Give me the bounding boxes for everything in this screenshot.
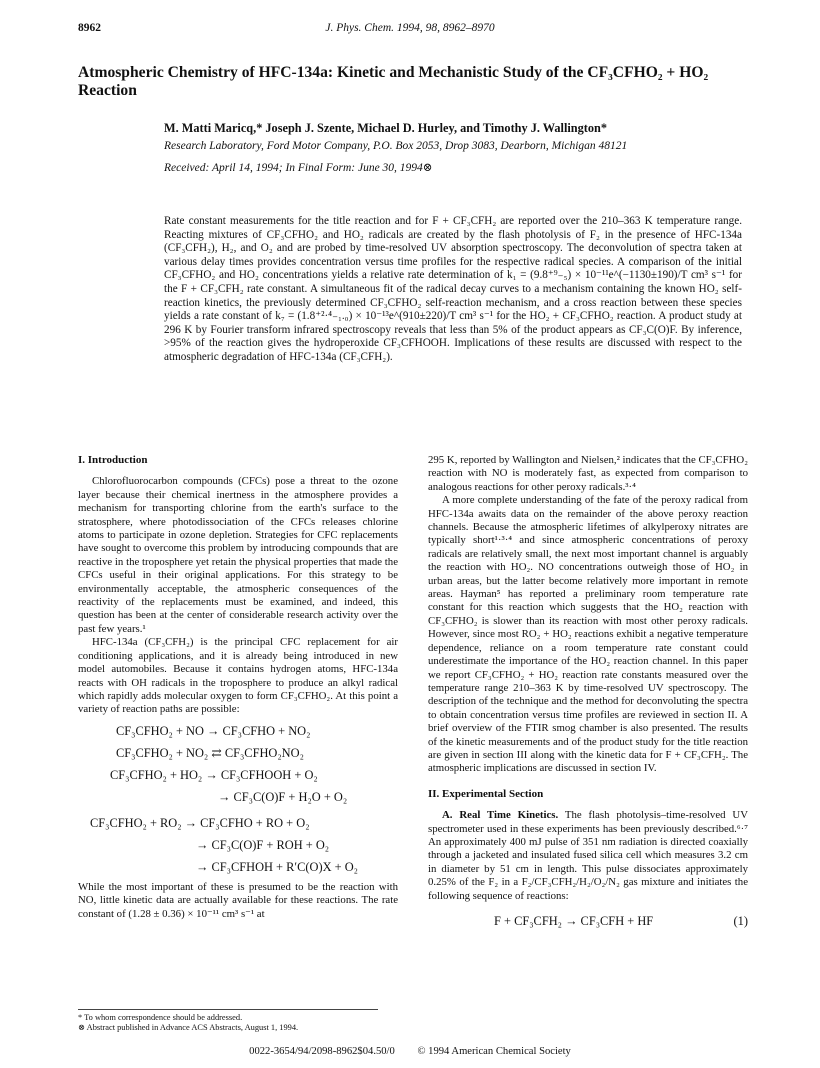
article-title: Atmospheric Chemistry of HFC-134a: Kinetic and Mechanistic Study of the CF₃CFHO₂ + HO₂ Reaction xyxy=(78,64,709,99)
footnote: ⊗ Abstract published in Advance ACS Abstracts, August 1, 1994. xyxy=(78,1023,299,1032)
article-code: 0022-3654/94/2098-8962$04.50/0 xyxy=(249,1046,395,1057)
paragraph: 295 K, reported by Wallington and Nielsen,² indicates that the CF₃CFHO₂ reaction with NO is moderately fast, as expected from comparison to analogous reactions for other peroxy radicals.³·⁴ xyxy=(428,454,748,493)
left-column xyxy=(78,454,398,921)
subsection-lead: A. Real Time Kinetics. xyxy=(442,809,559,822)
equation: CF₃CFHO₂ + NO → CF₃CFHO + NO₂ xyxy=(116,723,311,738)
equation: F + CF₃CFH₂ → CF₃CFH + HF xyxy=(494,914,654,928)
received-dates: Received: April 14, 1994; In Final Form: June 30, 1994⊗ xyxy=(164,162,433,174)
paragraph: While the most important of these is presumed to be the reaction with NO, little kinetic data are actually available for these reactions. The rate constant of (1.28 ± 0.36) × 10⁻¹¹ cm³ s⁻¹ at xyxy=(78,880,398,920)
abstract: Rate constant measurements for the title reaction and for F + CF₃CFH₂ are reported over the 210–363 K temperature range. Reacting mixtures of CF₃CFHO₂ and HO₂ radicals are created by the flash photolysis of F₂ in the presence of HFC-134a (CF₃CFH₂), H₂, and O₂ and are probed by time-resolved UV absorption spectroscopy. The deconvolution of spectra taken at various delay times provides concentration versus time profiles for the respective radical species. A comparison of the initial CF₃CFHO₂ and HO₂ concentrations yields a relative rate determination of k₁ = (9.8⁺⁹₋₅) × 10⁻¹¹e^(−1130±190)/T cm³ s⁻¹ for the F + CF₃CFH₂ rate constant. A simultaneous fit of the radical decay curves to a mechanism containing the known HO₂ self-reaction kinetics, the previously determined CF₃CFHO₂ self-reaction mechanism, and a cross reaction between these species yields a rate constant of k₇ = (1.8⁺²·⁴₋₁.₀) × 10⁻¹³e^(910±220)/T cm³ s⁻¹ for the HO₂ + CF₃CFHO₂ reaction. A product study at 296 K by Fourier transform infrared spectroscopy reveals that less than 5% of the product appears as CF₃C(O)F. By inference, >95% of the reaction gives the hydroperoxide CF₃CFHOOH. Implications of these results are discussed with respect to the atmospheric degradation of HFC-134a (CF₃CFH₂). xyxy=(164,215,742,363)
page-footer xyxy=(0,1046,820,1057)
paragraph: HFC-134a (CF₃CFH₂) is the principal CFC replacement for air conditioning applications, and it is already being introduced in new model automobiles. Because it contains hydrogen atoms, HFC-134a reacts with OH radicals in the troposphere to produce an alkyl radical which rapidly adds molecular oxygen to form CF₃CFHO₂. At this point a variety of reaction paths are possible: xyxy=(78,636,398,716)
equation: CF₃CFHO₂ + HO₂ → CF₃CFHOOH + O₂ xyxy=(110,767,318,782)
page-number: 8962 xyxy=(78,22,101,34)
author-list: M. Matti Maricq,* Joseph J. Szente, Michael D. Hurley, and Timothy J. Wallington* xyxy=(164,121,608,135)
paragraph: Chlorofluorocarbon compounds (CFCs) pose a threat to the ozone layer because their chemical inertness in the atmosphere provides a mechanism for transporting chlorine from the earth's surface to the stratosphere, where photodissociation of the CFCs releases chlorine atoms to participate in ozone depletion. Strategies for CFC replacements have sought to overcome this problem by introducing compounds that are reactive in the troposphere yet retain the physical properties that made the CFCs useful in their original applications. For this strategy to be environmentally acceptable, the atmospheric consequences of the reactivity of the replacements must be examined, and indeed, this question has been at the center of considerable research activity over the past few years.¹ xyxy=(78,475,398,635)
equation: → CF₃C(O)F + ROH + O₂ xyxy=(196,837,330,852)
right-column xyxy=(428,454,748,928)
footnote: * To whom correspondence should be addressed. xyxy=(78,1013,243,1022)
reaction-equations xyxy=(78,723,398,875)
equation: → CF₃C(O)F + H₂O + O₂ xyxy=(218,789,348,804)
equation-number: (1) xyxy=(733,914,748,928)
paragraph: A more complete understanding of the fate of the peroxy radical from HFC-134a awaits data on the remainder of the above peroxy reaction channels. Because the atmospheric lifetimes of alkylperoxy nitrates are typically short¹·³·⁴ and since atmospheric concentrations of peroxy radicals are relatively small, the next most important channel is arguably the reaction with HO₂. NO concentrations outweigh those of HO₂ in urban areas, but the latter become relatively more important in remote areas. Hayman⁵ has reported a preliminary room temperature rate constant for this reaction which suggests that the HO₂ reaction with CF₃CFHO₂ is slower than its reaction with most other peroxy radicals. However, since most RO₂ + HO₂ reactions exhibit a negative temperature dependence, reliance on a room temperature rate constant could underestimate the importance of the HO₂ reaction channel. In this paper we report CF₃CFHO₂ + HO₂ reaction rate constants measured over the temperature range 210–363 K by time-resolved UV spectroscopy. The description of the technique and the method for deconvoluting the spectra to obtain concentration versus time profiles are reviewed in section II. A brief overview of the FTIR smog chamber is also presented. The results of the kinetic measurements and of the product study for the title reaction are given in section III along with the kinetic data for F + CF₃CFH₂. The atmospheric implications are discussed in section IV. xyxy=(428,494,748,775)
paragraph-text: The flash photolysis–time-resolved UV spectrometer used in these experiments has been previously described.⁶·⁷ An approximately 400 mJ pulse of 351 nm radiation is directed coaxially through a jacketed and insulated fused silica cell which measures 3.2 cm in diameter by 51 cm in length. This pulse dissociates approximately 0.25% of the F₂ in a F₂/CF₃CFH₂/H₂/O₂/N₂ gas mixture and initiates the following sequence of reactions: xyxy=(428,809,748,902)
equation: → CF₃CFHOH + R′C(O)X + O₂ xyxy=(196,859,358,874)
journal-citation: J. Phys. Chem. 1994, 98, 8962–8970 xyxy=(325,22,495,34)
copyright: © 1994 American Chemical Society xyxy=(417,1046,571,1057)
footnotes xyxy=(78,1009,378,1033)
page-header xyxy=(78,22,742,38)
equation: CF₃CFHO₂ + NO₂ ⇄ CF₃CFHO₂NO₂ xyxy=(116,745,304,760)
section-heading-experimental: II. Experimental Section xyxy=(428,787,544,800)
equation: CF₃CFHO₂ + RO₂ → CF₃CFHO + RO + O₂ xyxy=(90,815,310,830)
numbered-equation xyxy=(428,915,748,928)
section-heading-introduction: I. Introduction xyxy=(78,454,148,466)
paragraph xyxy=(428,809,748,903)
affiliation: Research Laboratory, Ford Motor Company, P.O. Box 2053, Drop 3083, Dearborn, Michigan 48121 xyxy=(164,140,628,152)
